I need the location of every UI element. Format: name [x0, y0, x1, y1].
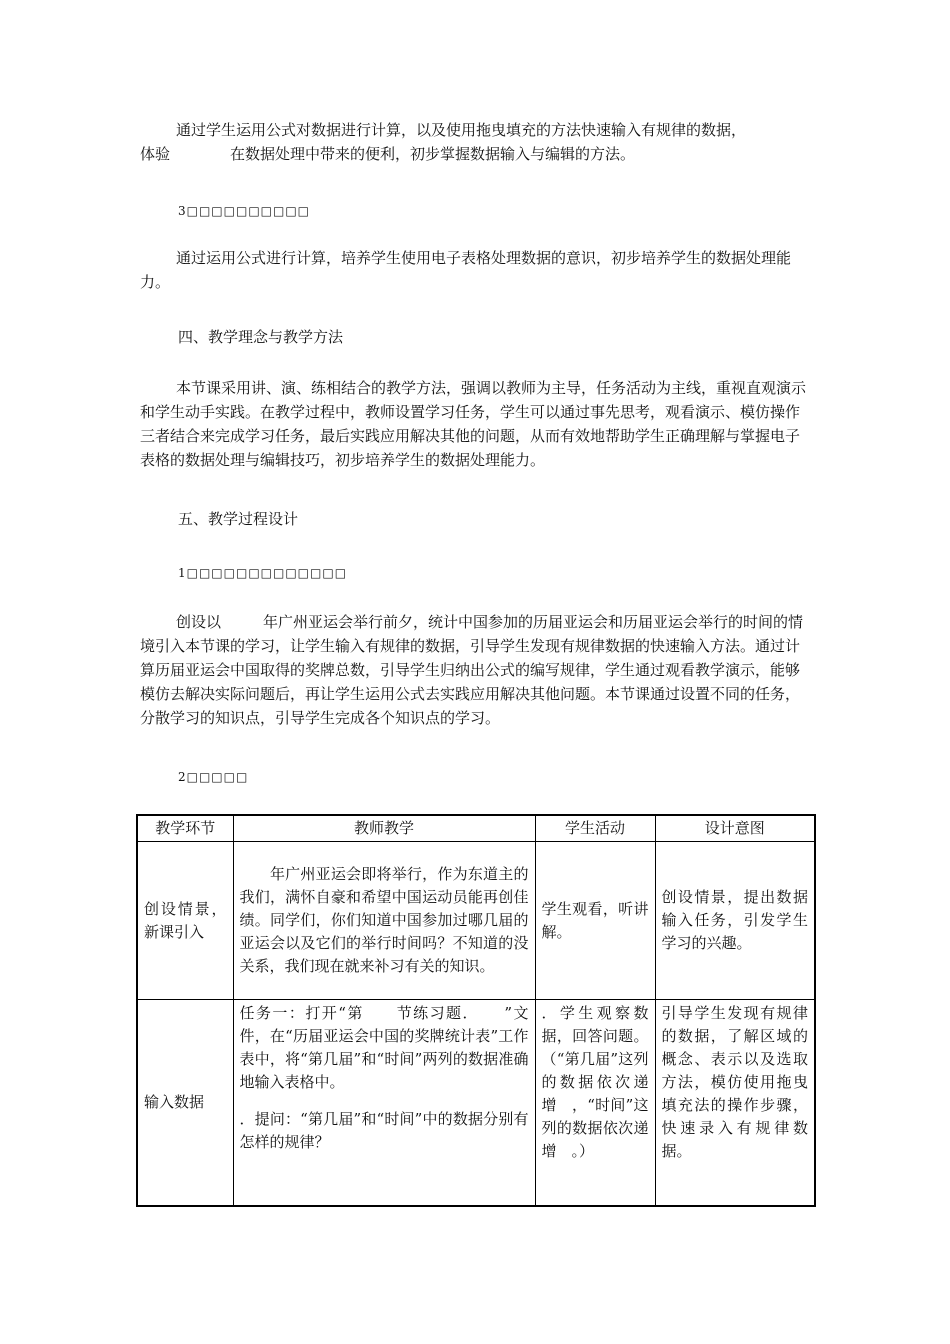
heading-1-garbled: 1□□□□□□□□□□□□□: [178, 566, 348, 580]
heading-teaching-philosophy: 四、教学理念与教学方法: [178, 328, 344, 346]
paragraph-process-b: 年广州亚运会举行前夕，统计中国参加的历届亚运会和历届亚运会举行的时间的情境引入本节课的学习，让学生输入有规律的数据，引导学生发现有规律数据的快速输入方法。通过计算历届亚运会中国取得的奖牌总数，引导学生归纳出公式的编写规律，学生通过观看教学演示，能够模仿去解决实际问题后，再让学生运用公式去实践应用解决其他问题。本节课通过设置不同的任务，分散学习的知识点，引导学生完成各个知识点的学习。: [140, 613, 804, 727]
cell-teacher-text: 年广州亚运会即将举行，作为东道主的我们，满怀自豪和希望中国运动员能再创佳绩。同学们，你们知道中国参加过哪几届的亚运会以及它们的举行时间吗？不知道的没关系，我们现在就来补习有关的知识。: [239, 865, 529, 975]
header-stage: 教学环节: [137, 815, 233, 842]
cell-stage-text: 创设情景，新课引入: [144, 899, 227, 941]
paragraph-methods: [140, 376, 812, 472]
cell-stage: [137, 842, 233, 1000]
heading-process-design: 五、教学过程设计: [178, 510, 299, 528]
cell-teacher-task: 任务一：打开“第 节练习题． ”文件，在“历届亚运会中国的奖牌统计表”工作表中，将“第几届”和“时间”两列的数据准确地输入表格中。: [239, 1004, 529, 1091]
cell-intent-text: 引导学生发现有规律的数据，了解区域的概念、表示以及选取方法，模仿使用拖曳填充法的操作步骤，快速录入有规律数据。: [661, 1004, 808, 1160]
cell-intent-text: 创设情景，提出数据输入任务，引发学生学习的兴趣。: [661, 888, 808, 952]
paragraph-skills-line2a: 体验: [140, 145, 171, 163]
paragraph-skills-line2b: 在数据处理中带来的便利，初步掌握数据输入与编辑的方法。: [230, 145, 636, 163]
cell-student: [535, 1000, 655, 1206]
table-header-row: [137, 815, 815, 842]
cell-stage: [137, 1000, 233, 1206]
cell-teacher: [233, 842, 535, 1000]
heading-3-garbled: 3□□□□□□□□□□: [178, 204, 311, 218]
cell-intent: [655, 1000, 815, 1206]
paragraph-methods-text: 本节课采用讲、演、练相结合的教学方法，强调以教师为主导，任务活动为主线，重视直观演示和学生动手实践。在教学过程中，教师设置学习任务，学生可以通过事先思考，观看演示、模仿操作三者结合来完成学习任务，最后实践应用解决其他的问题，从而有效地帮助学生正确理解与掌握电子表格的数据处理与编辑技巧，初步培养学生的数据处理能力。: [140, 379, 807, 469]
cell-student-text: 学生观看，听讲解。: [541, 899, 649, 941]
header-teacher: 教师教学: [233, 815, 535, 842]
cell-teacher-question: ．提问：“第几届”和“时间”中的数据分别有怎样的规律？: [239, 1110, 529, 1151]
table-row: [137, 842, 815, 1000]
cell-intent: [655, 842, 815, 1000]
paragraph-process-a: 创设以: [176, 613, 222, 631]
cell-stage-text: 输入数据: [144, 1092, 205, 1111]
paragraph-skills-line1: 通过学生运用公式对数据进行计算，以及使用拖曳填充的方法快速输入有规律的数据，: [176, 121, 747, 139]
cell-student-text: ．学生观察数据，回答问题。（“第几届”这列的数据依次递增 ，“时间”这列的数据依次递增 。）: [541, 1004, 649, 1160]
cell-student: [535, 842, 655, 1000]
paragraph-process: [140, 610, 812, 730]
paragraph-values: [140, 246, 812, 294]
header-student: 学生活动: [535, 815, 655, 842]
heading-2-garbled: 2□□□□□: [178, 770, 249, 784]
cell-teacher: [233, 1000, 535, 1206]
paragraph-values-text: 通过运用公式进行计算，培养学生使用电子表格处理数据的意识，初步培养学生的数据处理能力。: [140, 249, 792, 291]
header-intent: 设计意图: [655, 815, 815, 842]
table-row: [137, 1000, 815, 1206]
lesson-table: [136, 814, 816, 1207]
paragraph-skills: [140, 118, 812, 166]
